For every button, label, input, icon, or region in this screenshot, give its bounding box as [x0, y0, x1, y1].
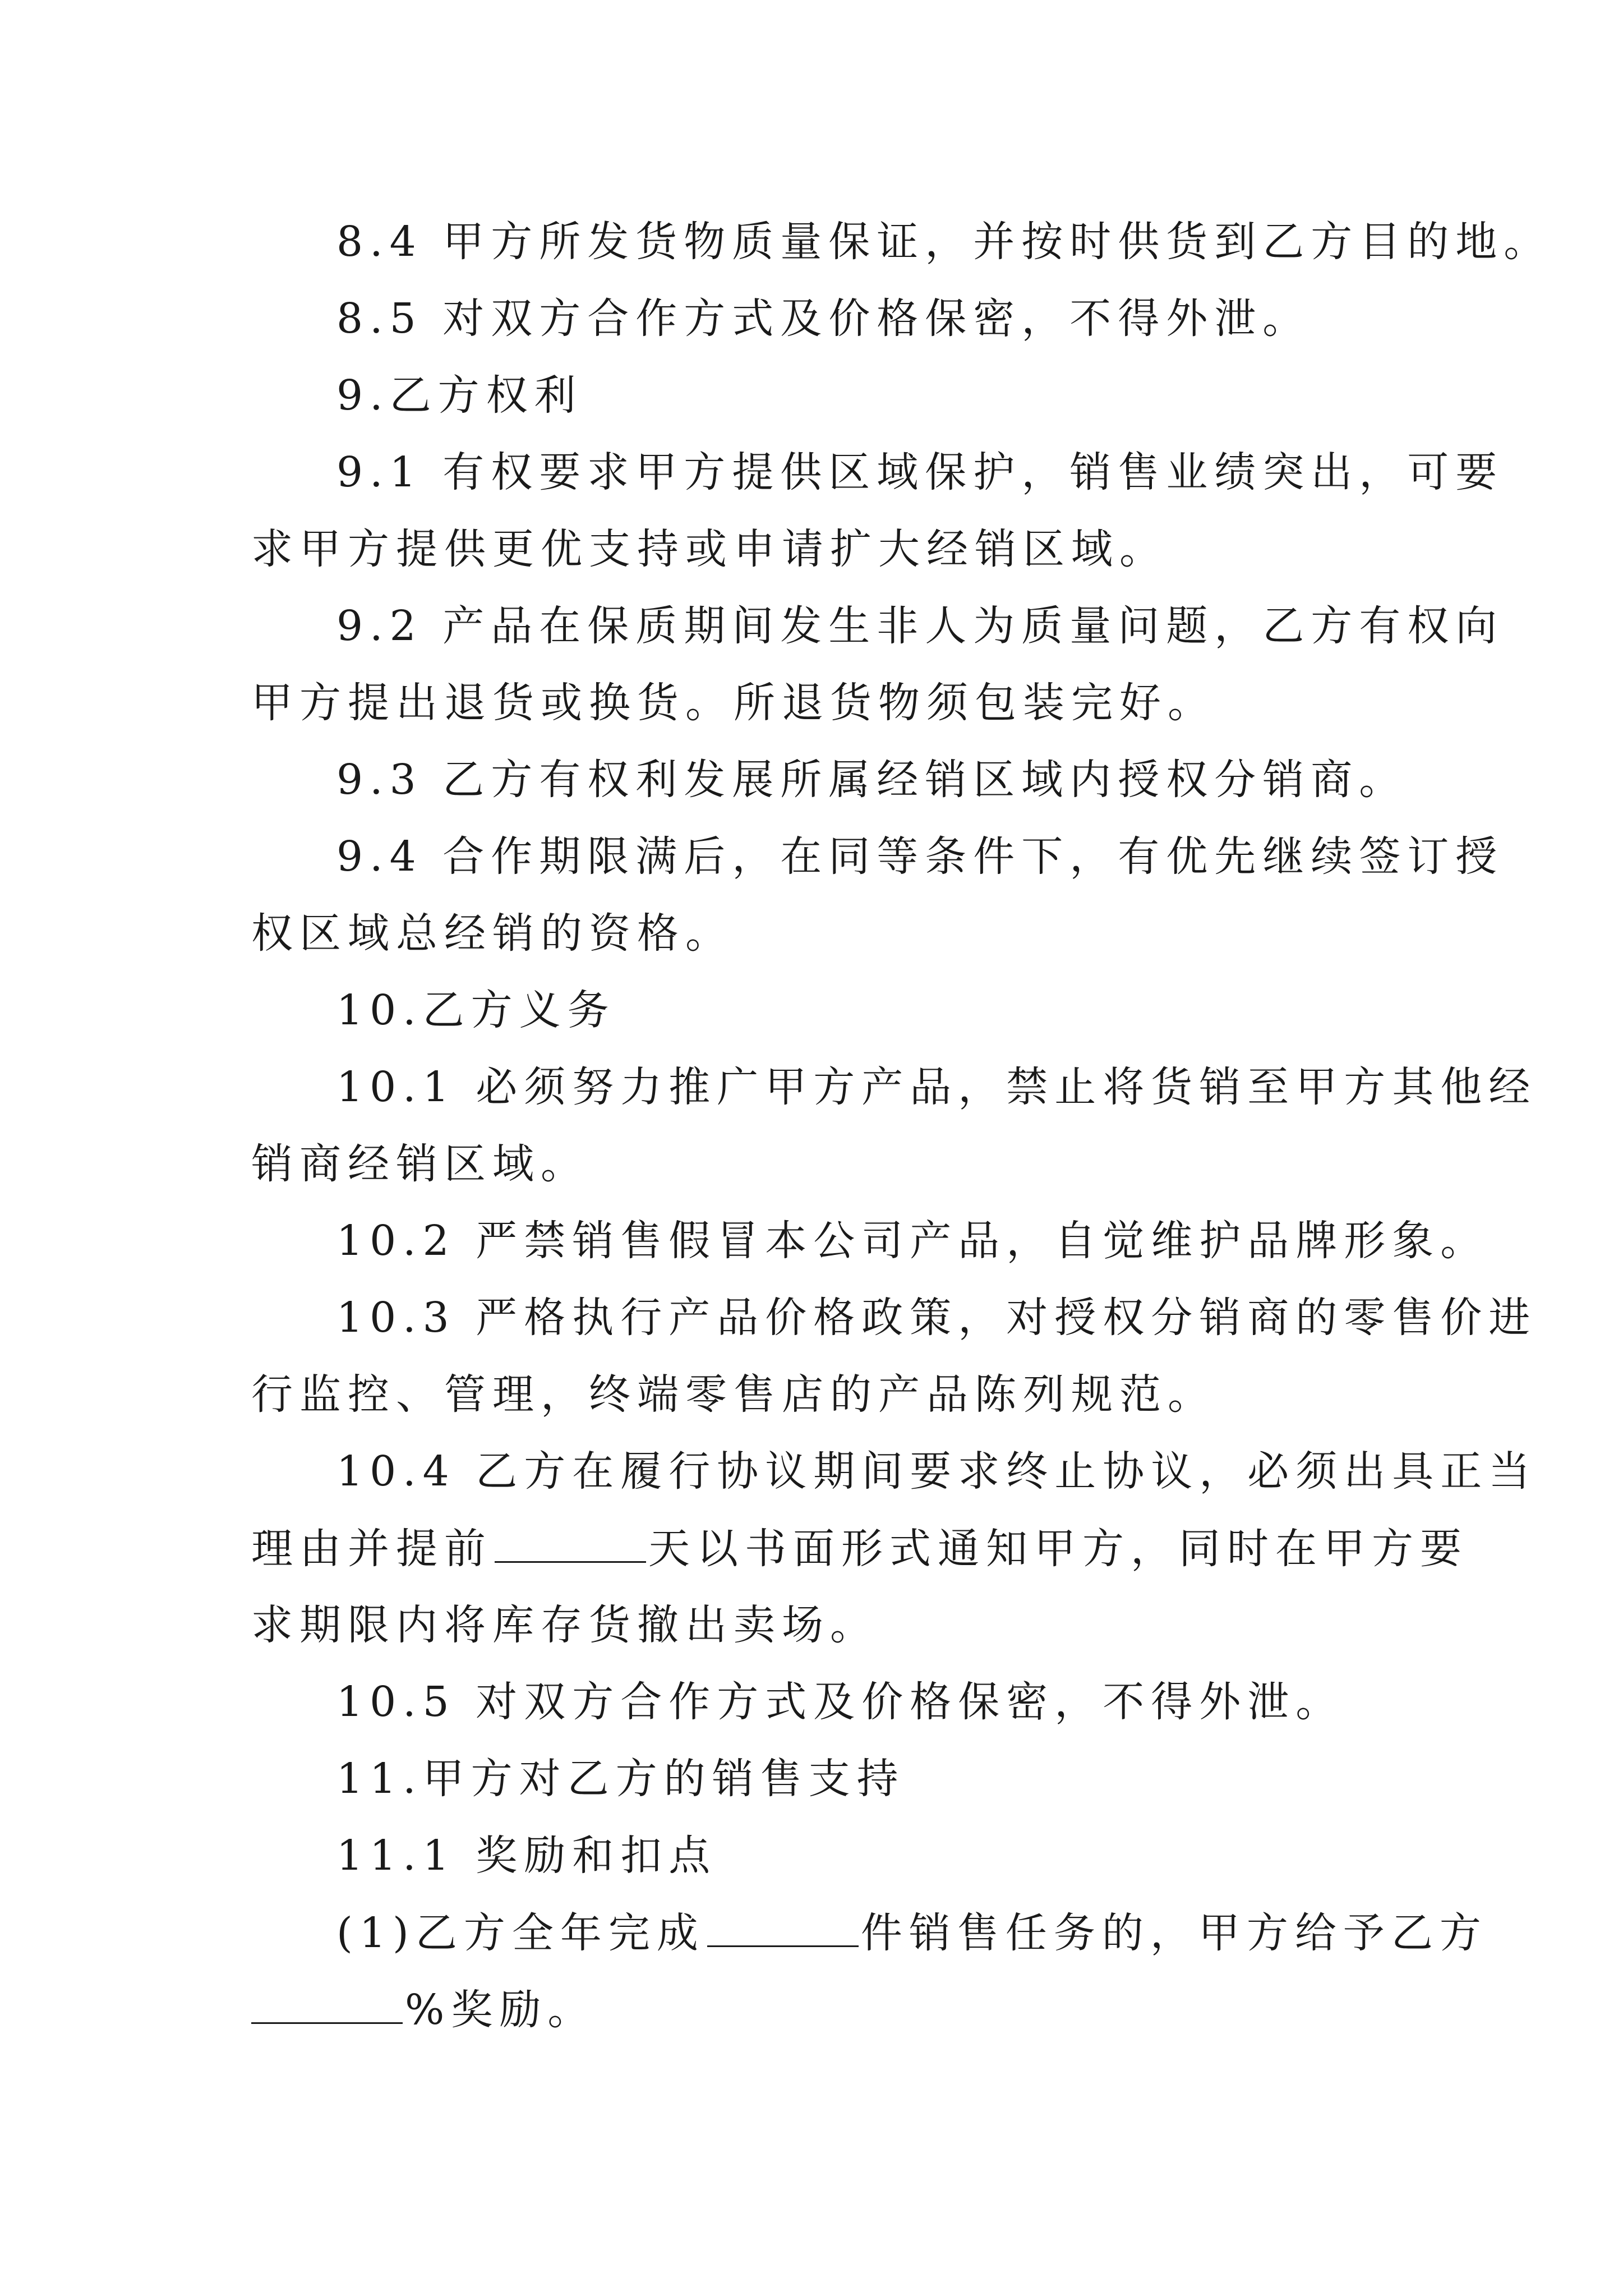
clause-10-1-text-1: 10.1 必须努力推广甲方产品，禁止将货销至甲方其他经 [336, 1063, 1537, 1111]
clause-10-2 [336, 1217, 1489, 1265]
clause-9-4-line-2 [251, 909, 734, 958]
clause-9-3-text: 9.3 乙方有权利发展所属经销区域内授权分销商。 [336, 756, 1408, 804]
clause-10-5 [336, 1678, 1344, 1726]
clause-10-4-line-2 [251, 1525, 1468, 1573]
clause-9-1-text-2: 求甲方提供更优支持或申请扩大经销区域。 [251, 525, 1168, 573]
sales-quantity-blank [707, 1912, 859, 1947]
section-11-heading [336, 1755, 905, 1803]
section-11-heading-text: 11.甲方对乙方的销售支持 [336, 1755, 905, 1803]
clause-10-3-text-1: 10.3 严格执行产品价格政策，对授权分销商的零售价进 [336, 1294, 1537, 1342]
clause-8-4 [336, 218, 1552, 266]
clause-10-4-text-1: 10.4 乙方在履行协议期间要求终止协议，必须出具正当 [336, 1447, 1537, 1496]
clause-9-2-line-1 [336, 602, 1504, 650]
clause-10-1-text-2: 销商经销区域。 [251, 1140, 589, 1188]
clause-10-4-line-3 [251, 1601, 878, 1649]
clause-10-4-text-2b: 天以书面形式通知甲方，同时在甲方要 [648, 1525, 1468, 1573]
clause-10-1-line-2 [251, 1140, 589, 1188]
clause-9-2-line-2 [251, 679, 1216, 727]
section-10-heading [336, 986, 616, 1034]
clause-8-4-text: 8.4 甲方所发货物质量保证，并按时供货到乙方目的地。 [336, 218, 1552, 266]
notice-days-blank [495, 1527, 646, 1563]
clause-8-5 [336, 295, 1311, 343]
section-9-heading [336, 371, 583, 420]
clause-11-1-heading-text: 11.1 奖励和扣点 [336, 1832, 717, 1880]
section-9-heading-text: 9.乙方权利 [336, 371, 583, 420]
clause-11-1-1-text-1b: 件销售任务的，甲方给予乙方 [860, 1909, 1488, 1957]
clause-11-1-1-text-2: %奖励。 [405, 1986, 596, 2034]
clause-11-1-1-line-1 [336, 1909, 1488, 1957]
clause-9-1-text-1: 9.1 有权要求甲方提供区域保护，销售业绩突出，可要 [336, 448, 1504, 496]
clause-9-2-text-1: 9.2 产品在保质期间发生非人为质量问题，乙方有权向 [336, 602, 1504, 650]
clause-9-4-text-1: 9.4 合作期限满后，在同等条件下，有优先继续签订授 [336, 832, 1504, 881]
clause-10-4-line-1 [336, 1447, 1537, 1496]
clause-10-4-text-2a: 理由并提前 [251, 1525, 492, 1573]
clause-11-1-1-text-1a: (1)乙方全年完成 [336, 1909, 705, 1957]
clause-10-3-line-1 [336, 1294, 1537, 1342]
clause-10-3-text-2: 行监控、管理，终端零售店的产品陈列规范。 [251, 1370, 1216, 1419]
clause-9-1-line-1 [336, 448, 1504, 496]
clause-10-5-text: 10.5 对双方合作方式及价格保密，不得外泄。 [336, 1678, 1344, 1726]
clause-9-1-line-2 [251, 525, 1168, 573]
clause-10-1-line-1 [336, 1063, 1537, 1111]
clause-9-4-text-2: 权区域总经销的资格。 [251, 909, 734, 958]
clause-9-4-line-1 [336, 832, 1504, 881]
clause-11-1-1-line-2 [251, 1986, 596, 2034]
section-10-heading-text: 10.乙方义务 [336, 986, 616, 1034]
reward-percent-blank [251, 1989, 403, 2024]
clause-9-3 [336, 756, 1408, 804]
clause-11-1-heading [336, 1832, 717, 1880]
clause-10-2-text: 10.2 严禁销售假冒本公司产品，自觉维护品牌形象。 [336, 1217, 1489, 1265]
clause-10-3-line-2 [251, 1370, 1216, 1419]
clause-8-5-text: 8.5 对双方合作方式及价格保密，不得外泄。 [336, 295, 1311, 343]
clause-9-2-text-2: 甲方提出退货或换货。所退货物须包装完好。 [251, 679, 1216, 727]
clause-10-4-text-3: 求期限内将库存货撤出卖场。 [251, 1601, 878, 1649]
